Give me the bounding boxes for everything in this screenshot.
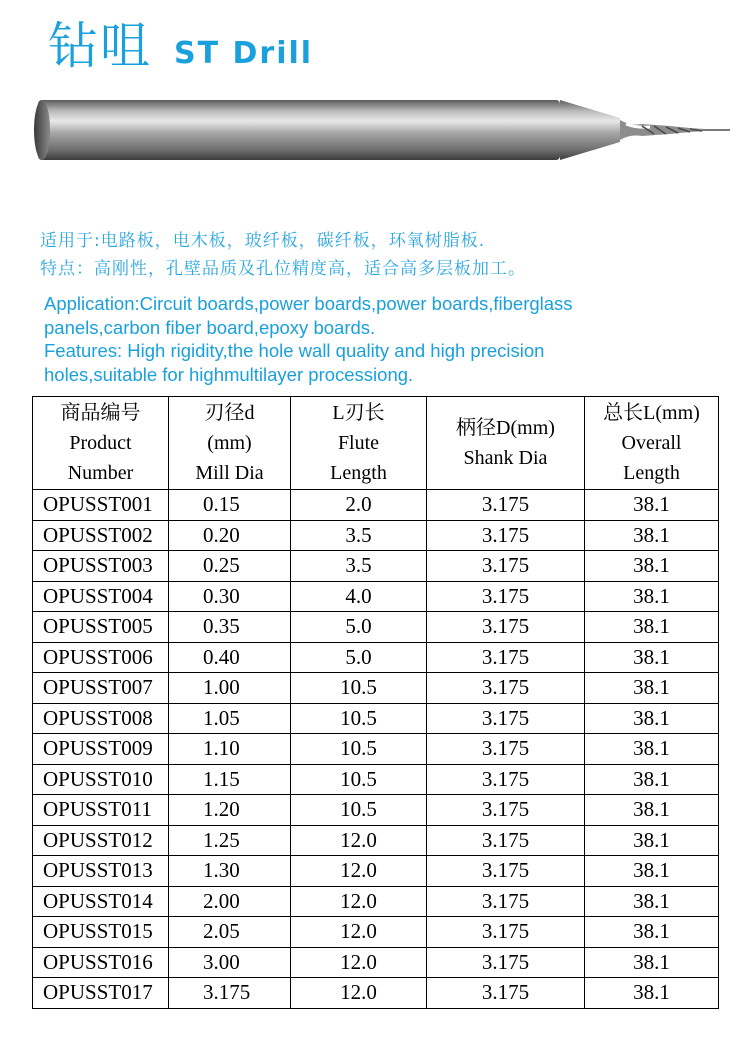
cell-product-number: OPUSST010 (33, 764, 169, 795)
cell-overall-length: 38.1 (585, 581, 719, 612)
cell-shank-dia: 3.175 (427, 520, 585, 551)
cell-shank-dia: 3.175 (427, 581, 585, 612)
cell-mill-dia: 2.05 (169, 917, 291, 948)
cell-mill-dia: 1.15 (169, 764, 291, 795)
cell-flute-length: 10.5 (291, 673, 427, 704)
description-line: holes,suitable for highmultilayer processiong. (44, 363, 414, 385)
cell-mill-dia: 1.00 (169, 673, 291, 704)
cell-overall-length: 38.1 (585, 673, 719, 704)
cell-shank-dia: 3.175 (427, 642, 585, 673)
cell-product-number: OPUSST005 (33, 612, 169, 643)
cell-product-number: OPUSST007 (33, 673, 169, 704)
title-english: ST Drill (174, 36, 314, 71)
cell-flute-length: 10.5 (291, 764, 427, 795)
features-chinese: 特点：高刚性，孔壁品质及孔位精度高，适合高多层板加工。 (40, 259, 526, 279)
cell-overall-length: 38.1 (585, 520, 719, 551)
cell-overall-length: 38.1 (585, 825, 719, 856)
cell-overall-length: 38.1 (585, 856, 719, 887)
cell-mill-dia: 0.20 (169, 520, 291, 551)
cell-mill-dia: 1.10 (169, 734, 291, 765)
cell-mill-dia: 3.00 (169, 947, 291, 978)
table-row (33, 673, 719, 704)
cell-flute-length: 10.5 (291, 734, 427, 765)
cell-mill-dia: 1.25 (169, 825, 291, 856)
cell-shank-dia: 3.175 (427, 703, 585, 734)
cell-overall-length: 38.1 (585, 795, 719, 826)
cell-shank-dia: 3.175 (427, 795, 585, 826)
description-line: Features: High rigidity,the hole wall quality and high precision (44, 340, 545, 361)
cell-overall-length: 38.1 (585, 947, 719, 978)
cell-overall-length: 38.1 (585, 978, 719, 1009)
cell-shank-dia: 3.175 (427, 490, 585, 521)
cell-shank-dia: 3.175 (427, 612, 585, 643)
table-row (33, 795, 719, 826)
cell-product-number: OPUSST008 (33, 703, 169, 734)
table-row (33, 856, 719, 887)
cell-flute-length: 10.5 (291, 795, 427, 826)
table-row (33, 764, 719, 795)
cell-overall-length: 38.1 (585, 734, 719, 765)
cell-flute-length: 10.5 (291, 703, 427, 734)
header-shank-dia: 柄径D(mm) Shank Dia (427, 397, 585, 490)
table-row (33, 551, 719, 582)
title-chinese: 钻咀 (48, 17, 152, 75)
cell-mill-dia: 0.30 (169, 581, 291, 612)
table-row (33, 490, 719, 521)
table-header-row (33, 397, 719, 490)
cell-flute-length: 12.0 (291, 886, 427, 917)
cell-mill-dia: 0.35 (169, 612, 291, 643)
application-chinese: 适用于:电路板，电木板，玻纤板，碳纤板，环氧树脂板. (40, 231, 486, 251)
cell-mill-dia: 1.05 (169, 703, 291, 734)
cell-product-number: OPUSST006 (33, 642, 169, 673)
cell-flute-length: 5.0 (291, 642, 427, 673)
cell-mill-dia: 0.40 (169, 642, 291, 673)
cell-flute-length: 12.0 (291, 825, 427, 856)
cell-overall-length: 38.1 (585, 917, 719, 948)
cell-overall-length: 38.1 (585, 642, 719, 673)
cell-product-number: OPUSST011 (33, 795, 169, 826)
cell-flute-length: 3.5 (291, 551, 427, 582)
cell-product-number: OPUSST016 (33, 947, 169, 978)
table-row (33, 642, 719, 673)
table-row (33, 703, 719, 734)
header-product-number: 商品编号 Product Number (33, 397, 169, 490)
cell-flute-length: 5.0 (291, 612, 427, 643)
cell-flute-length: 3.5 (291, 520, 427, 551)
table-row (33, 917, 719, 948)
drill-bit-image (30, 90, 732, 170)
cell-shank-dia: 3.175 (427, 978, 585, 1009)
header-flute-length: L刃长 Flute Length (291, 397, 427, 490)
cell-product-number: OPUSST001 (33, 490, 169, 521)
cell-flute-length: 12.0 (291, 947, 427, 978)
cell-flute-length: 2.0 (291, 490, 427, 521)
cell-overall-length: 38.1 (585, 764, 719, 795)
spec-table-body (33, 490, 719, 1009)
table-row (33, 825, 719, 856)
cell-flute-length: 12.0 (291, 917, 427, 948)
table-row (33, 581, 719, 612)
table-row (33, 612, 719, 643)
page-title (48, 6, 314, 75)
cell-mill-dia: 1.20 (169, 795, 291, 826)
table-row (33, 520, 719, 551)
cell-overall-length: 38.1 (585, 703, 719, 734)
cell-product-number: OPUSST004 (33, 581, 169, 612)
cell-shank-dia: 3.175 (427, 673, 585, 704)
header-mill-dia: 刃径d (mm) Mill Dia (169, 397, 291, 490)
cell-overall-length: 38.1 (585, 490, 719, 521)
cell-mill-dia: 0.25 (169, 551, 291, 582)
cell-shank-dia: 3.175 (427, 917, 585, 948)
header-overall-length: 总长L(mm) Overall Length (585, 397, 719, 490)
cell-product-number: OPUSST013 (33, 856, 169, 887)
cell-mill-dia: 1.30 (169, 856, 291, 887)
table-row (33, 978, 719, 1009)
cell-product-number: OPUSST009 (33, 734, 169, 765)
cell-overall-length: 38.1 (585, 551, 719, 582)
cell-mill-dia: 0.15 (169, 490, 291, 521)
description-line: Application:Circuit boards,power boards,power boards,fiberglass (44, 293, 573, 314)
cell-shank-dia: 3.175 (427, 825, 585, 856)
cell-overall-length: 38.1 (585, 612, 719, 643)
table-row (33, 734, 719, 765)
cell-flute-length: 12.0 (291, 978, 427, 1009)
table-row (33, 886, 719, 917)
cell-product-number: OPUSST012 (33, 825, 169, 856)
spec-table (32, 396, 719, 1009)
cell-flute-length: 4.0 (291, 581, 427, 612)
cell-shank-dia: 3.175 (427, 764, 585, 795)
cell-shank-dia: 3.175 (427, 856, 585, 887)
cell-flute-length: 12.0 (291, 856, 427, 887)
cell-product-number: OPUSST003 (33, 551, 169, 582)
cell-mill-dia: 2.00 (169, 886, 291, 917)
table-row (33, 947, 719, 978)
cell-shank-dia: 3.175 (427, 551, 585, 582)
cell-shank-dia: 3.175 (427, 734, 585, 765)
cell-mill-dia: 3.175 (169, 978, 291, 1009)
cell-product-number: OPUSST017 (33, 978, 169, 1009)
description-english (44, 292, 734, 386)
cell-shank-dia: 3.175 (427, 947, 585, 978)
cell-product-number: OPUSST002 (33, 520, 169, 551)
cell-product-number: OPUSST015 (33, 917, 169, 948)
description-line: panels,carbon fiber board,epoxy boards. (44, 316, 376, 338)
cell-shank-dia: 3.175 (427, 886, 585, 917)
cell-product-number: OPUSST014 (33, 886, 169, 917)
cell-overall-length: 38.1 (585, 886, 719, 917)
